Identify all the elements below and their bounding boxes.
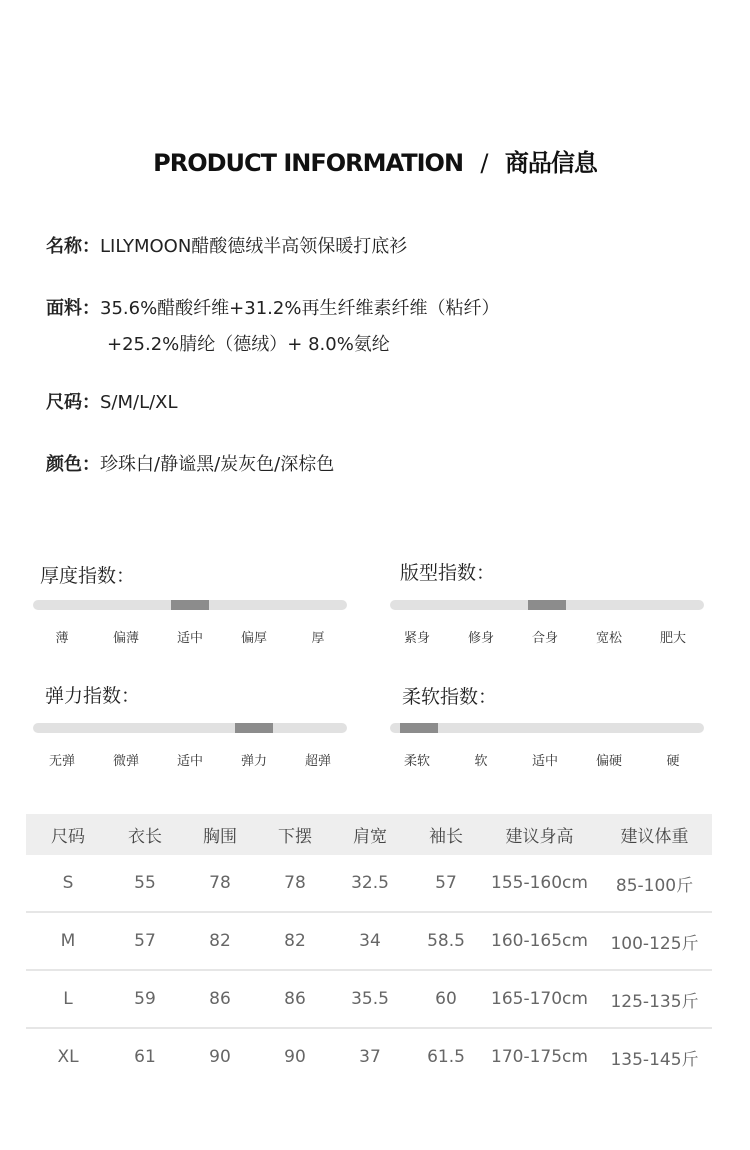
- table-cell: 78: [260, 855, 330, 912]
- table-cell: XL: [57, 1047, 79, 1067]
- title-chinese: 商品信息: [504, 149, 597, 177]
- size-label: 尺码：: [46, 392, 100, 413]
- color-value: 珍珠白/静谧黑/炭灰色/深棕色: [100, 454, 335, 475]
- header-weight: 建议体重: [597, 814, 712, 855]
- elasticity-index-track: [33, 723, 347, 733]
- header-height: 建议身高: [482, 814, 597, 855]
- thickness-index-track: [33, 600, 347, 610]
- elasticity-tick: 适中: [176, 754, 203, 769]
- table-cell: 125-135斤: [597, 970, 712, 1028]
- fabric-value-line2: +25.2%腈纶（德绒）+ 8.0%氨纶: [107, 334, 390, 355]
- table-cell: 135-145斤: [610, 1049, 699, 1070]
- table-cell: 78: [180, 855, 260, 912]
- header-sleeve: 袖长: [410, 814, 482, 855]
- fit-tick: 肥大: [659, 631, 686, 646]
- softness-index-marker: [400, 723, 438, 733]
- info-name-row: [46, 232, 407, 258]
- table-cell: 170-175cm: [491, 1047, 588, 1067]
- header-bust: 胸围: [180, 814, 260, 855]
- header-shoulder: 肩宽: [330, 814, 410, 855]
- thickness-tick: 偏厚: [240, 631, 267, 646]
- table-cell: 90: [284, 1047, 306, 1067]
- fabric-value-line1: 35.6%醋酸纤维+31.2%再生纤维素纤维（粘纤）: [100, 298, 500, 319]
- table-cell: 55: [110, 855, 180, 912]
- table-cell: 60: [410, 970, 482, 1028]
- fit-index-track: [390, 600, 704, 610]
- table-cell: M: [26, 912, 110, 970]
- title-separator: /: [480, 149, 488, 177]
- table-cell: 61.5: [427, 1047, 465, 1067]
- softness-tick: 适中: [531, 754, 558, 769]
- table-cell: 160-165cm: [482, 912, 597, 970]
- table-cell: 61: [134, 1047, 156, 1067]
- table-cell: 90: [209, 1047, 231, 1067]
- fit-tick: 紧身: [403, 631, 430, 646]
- softness-index-track: [390, 723, 704, 733]
- fit-tick: 宽松: [595, 631, 622, 646]
- fit-tick: 修身: [467, 631, 494, 646]
- table-cell: 82: [180, 912, 260, 970]
- softness-tick: 偏硬: [595, 754, 622, 769]
- header-hem: 下摆: [260, 814, 330, 855]
- page-title: [0, 143, 750, 178]
- table-cell: 58.5: [410, 912, 482, 970]
- fit-index-marker: [528, 600, 566, 610]
- softness-index-title: 柔软指数：: [402, 686, 498, 708]
- title-english: PRODUCT INFORMATION: [153, 149, 464, 177]
- table-row: [26, 912, 712, 970]
- table-cell: L: [26, 970, 110, 1028]
- info-size-row: [46, 388, 178, 414]
- size-table-header-row: [26, 814, 712, 855]
- table-cell: 100-125斤: [597, 912, 712, 970]
- table-cell: 37: [359, 1047, 381, 1067]
- softness-tick: 软: [474, 754, 488, 769]
- header-size: 尺码: [26, 814, 110, 855]
- color-label: 颜色：: [46, 454, 100, 475]
- elasticity-tick: 弹力: [240, 754, 267, 769]
- table-cell: 85-100斤: [597, 855, 712, 912]
- thickness-tick: 适中: [176, 631, 203, 646]
- table-cell: 165-170cm: [482, 970, 597, 1028]
- fit-index-title: 版型指数：: [400, 562, 496, 584]
- table-row: [26, 970, 712, 1028]
- fit-tick: 合身: [531, 631, 558, 646]
- elasticity-tick: 微弹: [112, 754, 139, 769]
- info-fabric-row: [46, 294, 500, 355]
- thickness-tick: 薄: [55, 631, 69, 646]
- size-table: [26, 814, 712, 1085]
- table-cell: 59: [110, 970, 180, 1028]
- table-cell: 82: [260, 912, 330, 970]
- table-cell: 34: [330, 912, 410, 970]
- elasticity-index-marker: [235, 723, 273, 733]
- table-cell: 57: [110, 912, 180, 970]
- table-cell: 32.5: [330, 855, 410, 912]
- thickness-tick: 厚: [311, 631, 325, 646]
- elasticity-tick: 无弹: [48, 754, 75, 769]
- softness-tick: 硬: [666, 754, 680, 769]
- table-row: [26, 1028, 712, 1085]
- name-value: LILYMOON醋酸德绒半高领保暖打底衫: [100, 236, 408, 257]
- table-row: [26, 855, 712, 912]
- table-cell: 86: [260, 970, 330, 1028]
- table-cell: 86: [180, 970, 260, 1028]
- thickness-index-title: 厚度指数：: [40, 565, 136, 587]
- table-cell: 57: [410, 855, 482, 912]
- size-value: S/M/L/XL: [100, 392, 178, 413]
- elasticity-index-title: 弹力指数：: [45, 685, 141, 707]
- table-cell: 155-160cm: [482, 855, 597, 912]
- fabric-label: 面料：: [46, 298, 100, 319]
- thickness-index-marker: [171, 600, 209, 610]
- elasticity-tick: 超弹: [304, 754, 331, 769]
- header-length: 衣长: [110, 814, 180, 855]
- table-cell: 35.5: [330, 970, 410, 1028]
- info-color-row: [46, 450, 334, 476]
- softness-tick: 柔软: [403, 754, 430, 769]
- name-label: 名称：: [46, 236, 100, 257]
- table-cell: S: [26, 855, 110, 912]
- thickness-tick: 偏薄: [112, 631, 139, 646]
